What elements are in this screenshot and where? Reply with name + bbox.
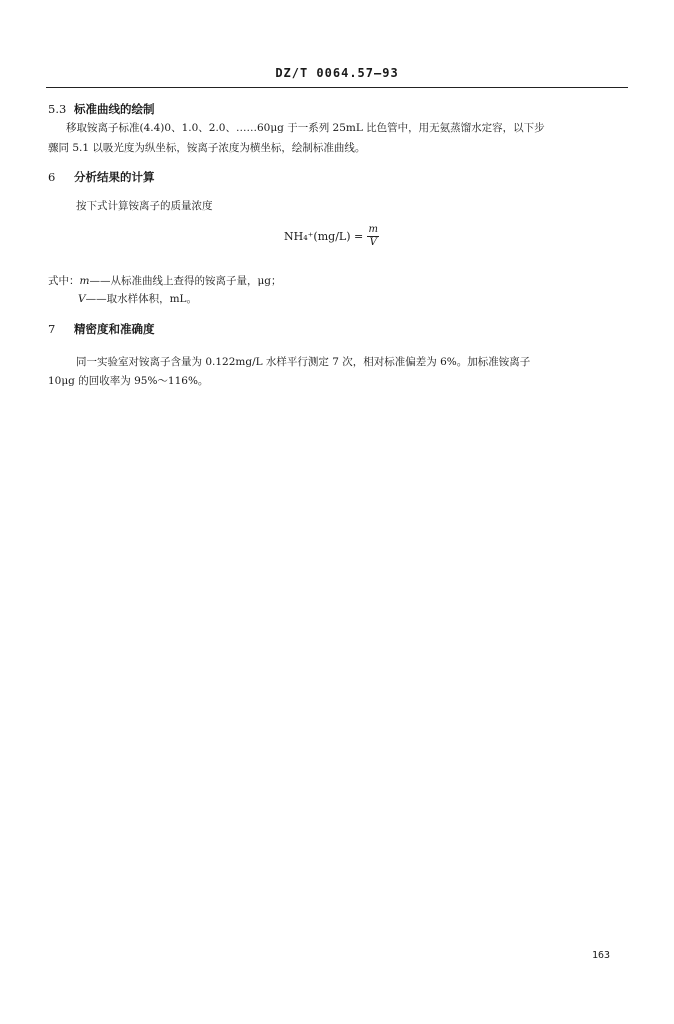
where-prefix: 式中： bbox=[48, 275, 80, 287]
section-5-3-line-2: 骤同 5.1 以吸光度为纵坐标，铵离子浓度为横坐标，绘制标准曲线。 bbox=[48, 142, 366, 154]
section-title: 标准曲线的绘制 bbox=[74, 102, 155, 116]
page-number: 163 bbox=[592, 950, 611, 961]
formula-fraction bbox=[367, 225, 379, 248]
where-v-text: ——取水样体积，mL。 bbox=[85, 293, 198, 305]
section-7-heading bbox=[48, 321, 155, 337]
where-v-symbol: V bbox=[78, 293, 86, 305]
document-code: DZ/T 0064.57—93 bbox=[275, 66, 399, 80]
where-v-line bbox=[78, 291, 197, 306]
section-title: 分析结果的计算 bbox=[74, 170, 155, 184]
section-7-line-2: 10μg 的回收率为 95%～116%。 bbox=[48, 375, 209, 387]
section-number: 7 bbox=[48, 322, 56, 336]
section-number: 6 bbox=[48, 170, 56, 184]
section-6-heading bbox=[48, 169, 155, 185]
where-m-line bbox=[48, 273, 282, 288]
concentration-formula bbox=[284, 225, 379, 248]
header-rule bbox=[46, 87, 628, 88]
section-6-intro: 按下式计算铵离子的质量浓度 bbox=[76, 200, 213, 212]
section-5-3-line-1: 移取铵离子标准(4.4)0、1.0、2.0、……60μg 于一系列 25mL 比色管中，用无氨蒸馏水定容，以下步 bbox=[66, 122, 545, 134]
where-m-text: ——从标准曲线上查得的铵离子量，μg； bbox=[89, 275, 282, 287]
section-title: 精密度和准确度 bbox=[74, 322, 155, 336]
section-7-line-1: 同一实验室对铵离子含量为 0.122mg/L 水样平行测定 7 次，相对标准偏差为 6%。加标准铵离子 bbox=[76, 356, 531, 368]
formula-lhs: NH₄⁺(mg/L) = bbox=[284, 230, 364, 243]
formula-numerator: m bbox=[368, 224, 378, 235]
section-number: 5.3 bbox=[48, 102, 67, 116]
formula-denominator: V bbox=[369, 237, 377, 248]
section-5-3-heading bbox=[48, 101, 155, 117]
where-m-symbol: m bbox=[79, 275, 90, 287]
